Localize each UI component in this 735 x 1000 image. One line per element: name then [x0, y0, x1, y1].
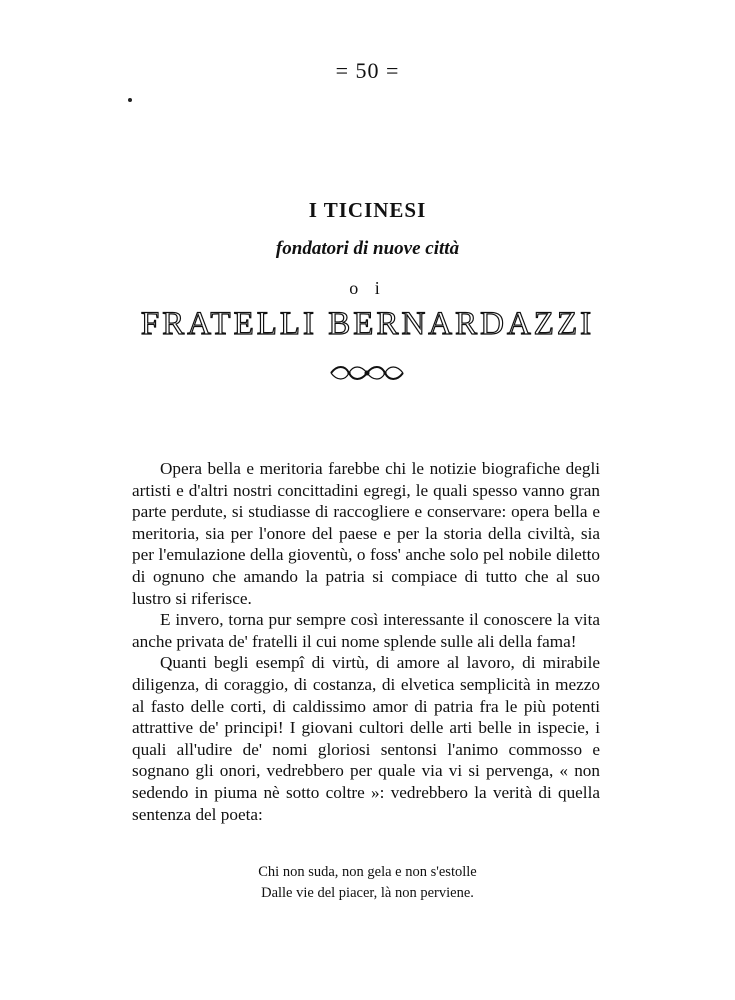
- body-text: [132, 458, 600, 825]
- verse-quote: [0, 862, 735, 904]
- paragraph: E invero, torna pur sempre così interessante il conoscere la vita anche privata de' fratelli il cui nome splende sulle ali della fama!: [132, 610, 600, 651]
- verse-line: Dalle vie del piacer, là non perviene.: [261, 885, 474, 901]
- chapter-subtitle: fondatori di nuove città: [275, 238, 460, 259]
- ink-speck: [128, 98, 132, 102]
- verse-line: Chi non suda, non gela e non s'estolle: [258, 864, 477, 880]
- paragraph: Opera bella e meritoria farebbe chi le notizie biografiche degli artisti e d'altri nostri concittadini egregi, le quali spesso vanno gran parte perdute, si studiasse di raccogliere e conservare: opera bella e meritoria, sia per l'onore del paese e per la storia della civiltà, sia per l'emulazione della gioventù, o foss' anche solo pel nobile diletto di ognuno che amando la patria si compiace di tutto che al suo lustro si riferisce.: [132, 459, 600, 608]
- page-number: = 50 =: [335, 58, 400, 83]
- chapter-names-heading: FRATELLI BERNARDAZZI: [140, 306, 595, 342]
- decorative-flourish-icon: [327, 362, 407, 384]
- title-conjunction: o i: [349, 278, 386, 298]
- paragraph: Quanti begli esempî di virtù, di amore al lavoro, di mirabile diligenza, di coraggio, di costanza, di elvetica semplicità in mezzo al fasto delle corti, di caldissimo amor di patria fra le più potenti attrattive de' principi! I giovani cultori delle arti belle in ispecie, i quali all'udire de' nomi gloriosi sentonsi l'animo commosso e sognano gli onori, vedrebbero per quale via vi si pervenga, « non sedendo in piuma nè sotto coltre »: vedrebbero la verità di quella sentenza del poeta:: [132, 653, 600, 824]
- chapter-title: I TICINESI: [308, 198, 427, 222]
